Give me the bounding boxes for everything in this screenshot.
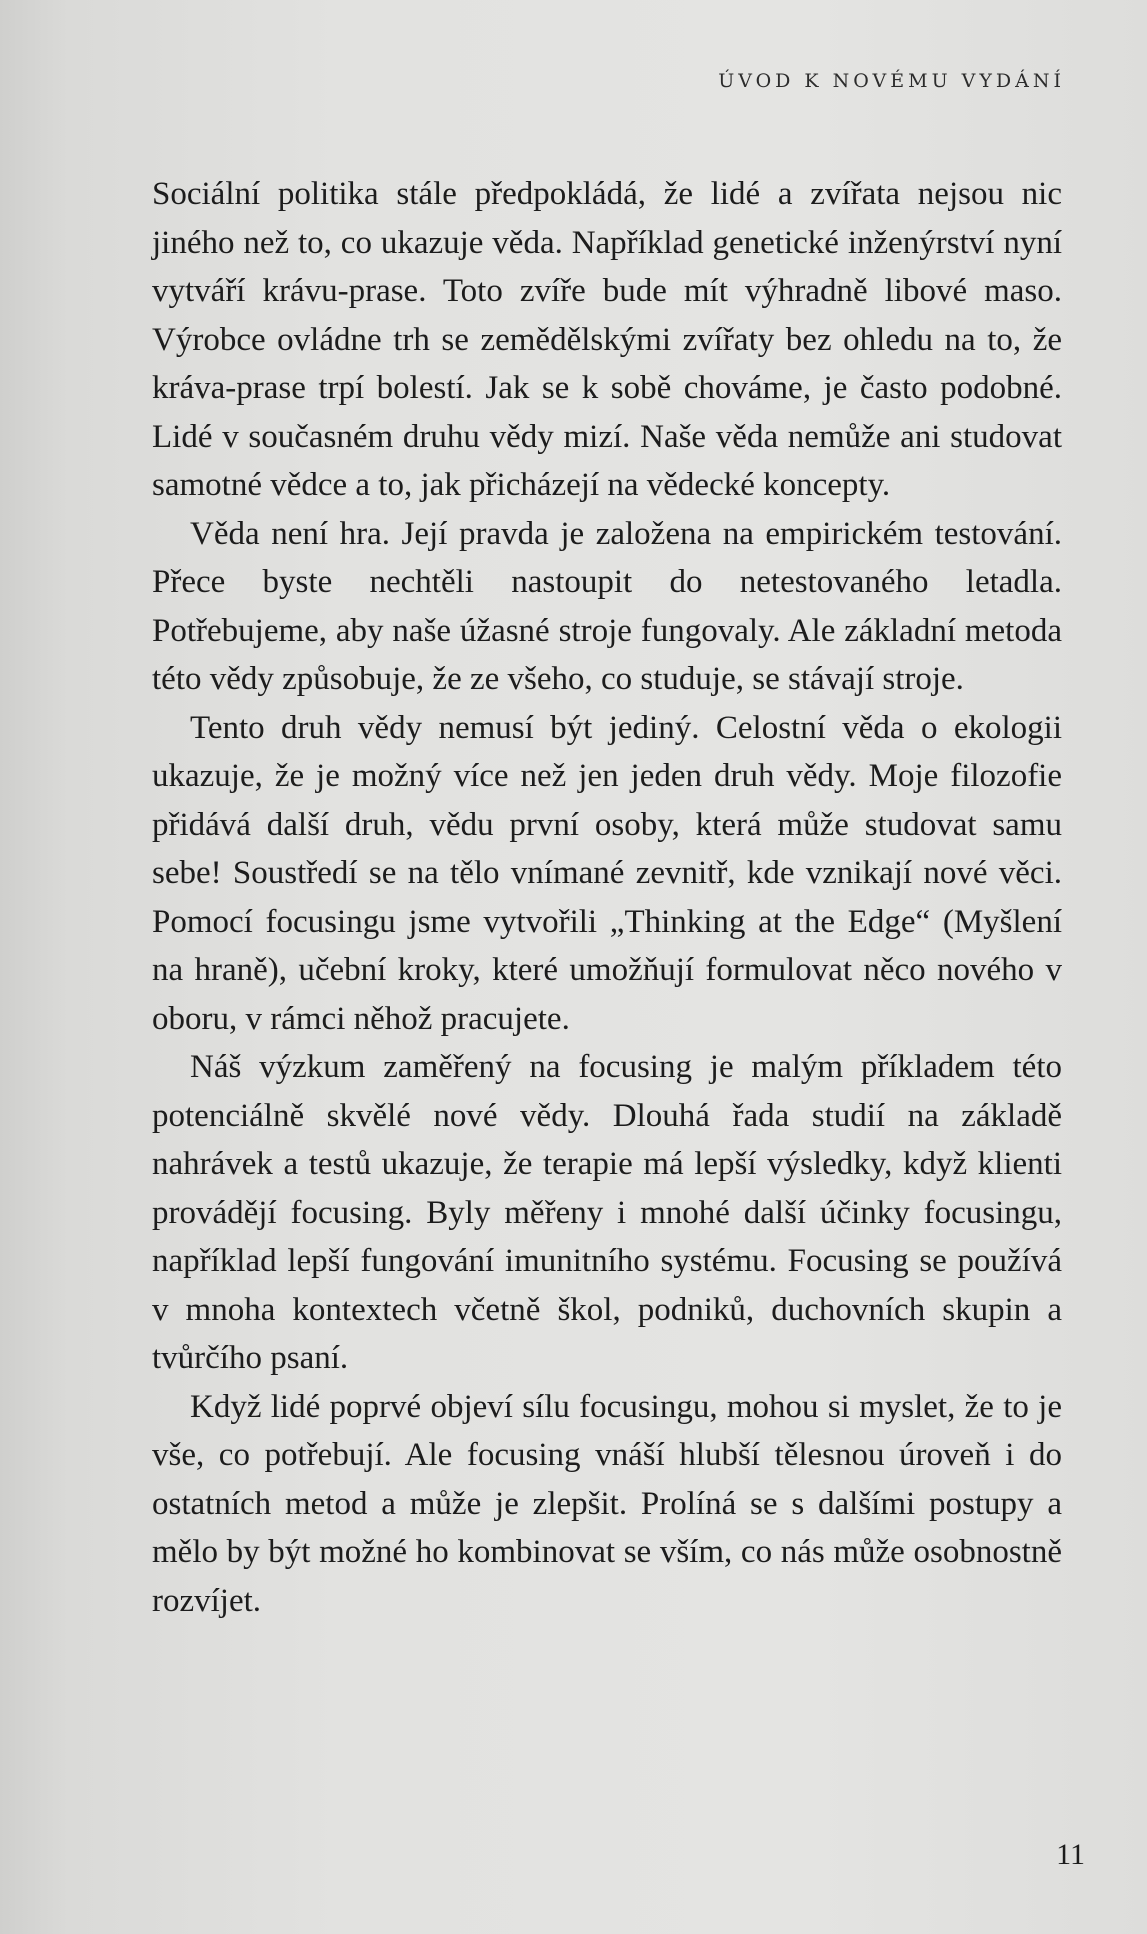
paragraph: Věda není hra. Její pravda je založena na empirickém testování. Přece byste nechtěli nastoupit do netestovaného letadla. Potřebujeme, aby naše úžasné stroje fungovaly. Ale základní metoda této vědy způsobuje, že ze všeho, co studuje, se stávají stroje. [152, 515, 1062, 697]
paragraph: Sociální politika stále předpokládá, že lidé a zvířata nejsou nic jiného než to, co ukazuje věda. Například genetické inženýrství nyní vytváří krávu-prase. Toto zvíře bude mít výhradně libové maso. Výrobce ovládne trh se zemědělskými zvířaty bez ohledu na to, že kráva-prase trpí bolestí. Jak se k sobě chováme, je často podobné. Lidé v současném druhu vědy mizí. Naše věda nemůže ani studovat samotné vědce a to, jak přicházejí na vědecké koncepty. [152, 176, 1062, 503]
page-number: 11 [1056, 1838, 1085, 1871]
paragraph: Tento druh vědy nemusí být jediný. Celostní věda o ekologii ukazuje, že je možný více než jen jeden druh vědy. Moje filozofie přidává další druh, vědu první osoby, která může studovat samu sebe! Soustředí se na tělo vnímané zevnitř, kde vznikají nové věci. Pomocí focusingu jsme vytvořili „Thinking at the Edge“ (Myšlení na hraně), učební kroky, které umožňují formulovat něco nového v oboru, v rámci něhož pracujete. [152, 709, 1062, 1037]
body-text [152, 170, 1062, 1625]
paragraph: Když lidé poprvé objeví sílu focusingu, mohou si myslet, že to je vše, co potřebují. Ale focusing vnáší hlubší tělesnou úroveň i do ostatních metod a může je zlepšit. Prolíná se s dalšími postupy a mělo by být možné ho kombinovat se vším, co nás může osobnostně rozvíjet. [152, 1388, 1062, 1619]
running-header: ÚVOD K NOVÉMU VYDÁNÍ [718, 70, 1065, 92]
paragraph: Náš výzkum zaměřený na focusing je malým příkladem této potenciálně skvělé nové vědy. Dlouhá řada studií na základě nahrávek a testů ukazuje, že terapie má lepší výsledky, když klienti provádějí focusing. Byly měřeny i mnohé další účinky focusingu, například lepší fungování imunitního systému. Focusing se používá v mnoha kontextech včetně škol, podniků, duchovních skupin a tvůrčího psaní. [152, 1049, 1062, 1376]
